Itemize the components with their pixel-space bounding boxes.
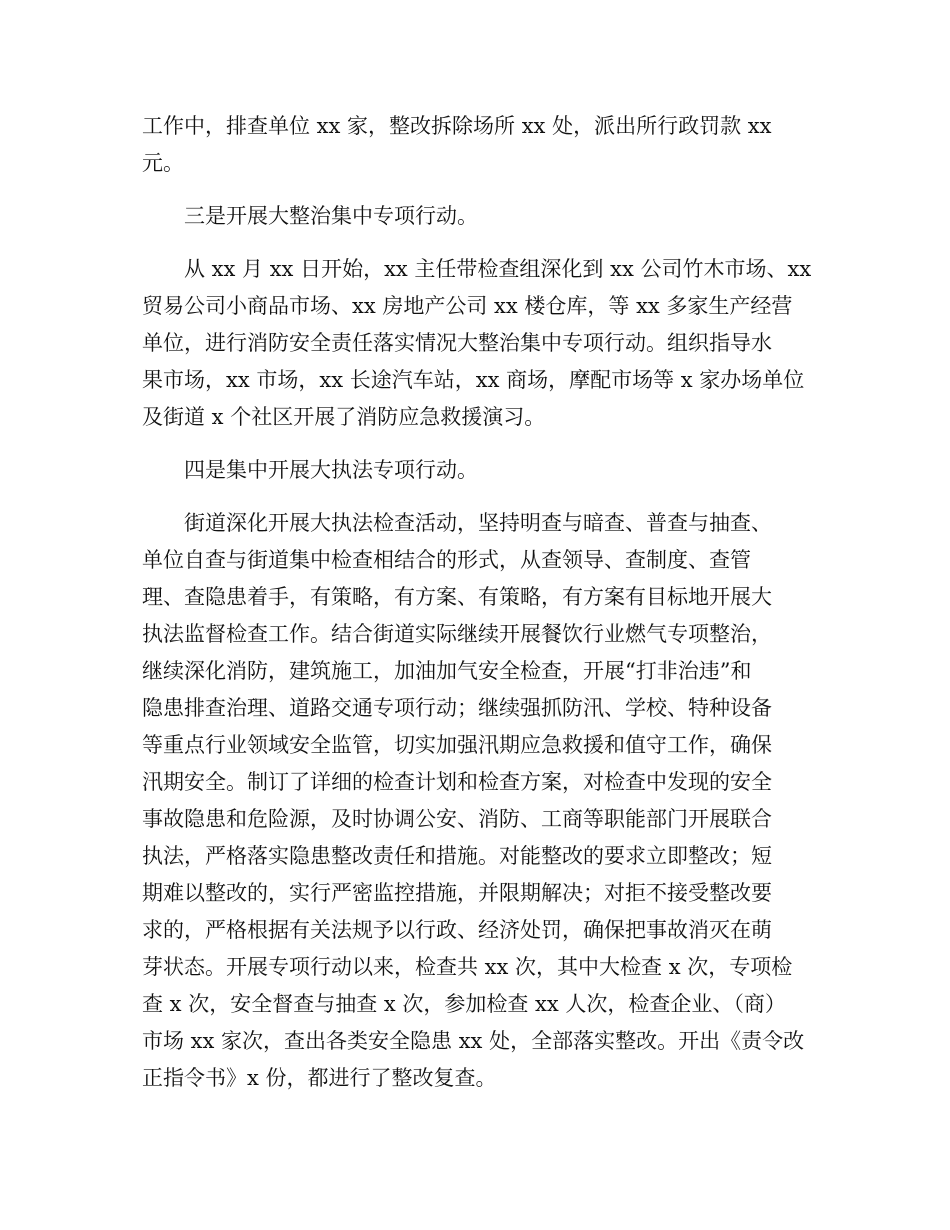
- text-line: 期难以整改的，实行严密监控措施，并限期解决；对拒不接受整改要: [142, 881, 772, 905]
- text-line: 单位自查与街道集中检查相结合的形式，从查领导、查制度、查管: [142, 548, 751, 572]
- text-line: 事故隐患和危险源，及时协调公安、消防、工商等职能部门开展联合: [142, 807, 772, 831]
- paragraph: [142, 452, 814, 489]
- text-line: 元。: [142, 151, 184, 175]
- text-line: 执法，严格落实隐患整改责任和措施。对能整改的要求立即整改；短: [142, 844, 772, 868]
- text-line: 及街道 x 个社区开展了消防应急救援演习。: [142, 405, 546, 429]
- text-line: 市场 xx 家次，查出各类安全隐患 xx 处，全部落实整改。开出《责令改: [142, 1029, 805, 1053]
- text-line: 等重点行业领域安全监管，切实加强汛期应急救援和值守工作，确保: [142, 733, 772, 757]
- text-line: 单位，进行消防安全责任落实情况大整治集中专项行动。组织指导水: [142, 331, 772, 355]
- text-line: 查 x 次，安全督查与抽查 x 次，参加检查 xx 人次，检查企业、（商）: [142, 992, 786, 1016]
- paragraph: [142, 505, 814, 1097]
- text-line: 四是集中开展大执法专项行动。: [184, 458, 478, 482]
- text-line: 汛期安全。制订了详细的检查计划和检查方案，对检查中发现的安全: [142, 770, 772, 794]
- text-line: 街道深化开展大执法检查活动，坚持明查与暗查、普查与抽查、: [184, 511, 772, 535]
- text-line: 贸易公司小商品市场、xx 房地产公司 xx 楼仓库，等 xx 多家生产经营: [142, 294, 793, 318]
- text-line: 执法监督检查工作。结合街道实际继续开展餐饮行业燃气专项整治，: [142, 622, 772, 646]
- text-line: 从 xx 月 xx 日开始，xx 主任带检查组深化到 xx 公司竹木市场、xx: [184, 257, 812, 281]
- paragraph: [142, 251, 814, 436]
- text-line: 三是开展大整治集中专项行动。: [184, 204, 478, 228]
- text-line: 继续深化消防，建筑施工，加油加气安全检查，开展“打非治违”和: [142, 659, 752, 683]
- paragraph: [142, 198, 814, 235]
- text-line: 芽状态。开展专项行动以来，检查共 xx 次，其中大检查 x 次，专项检: [142, 955, 793, 979]
- text-line: 求的，严格根据有关法规予以行政、经济处罚，确保把事故消灭在萌: [142, 918, 772, 942]
- document-body: [142, 108, 814, 1097]
- paragraph: [142, 108, 814, 182]
- text-line: 隐患排查治理、道路交通专项行动；继续强抓防汛、学校、特种设备: [142, 696, 772, 720]
- text-line: 理、查隐患着手，有策略，有方案、有策略，有方案有目标地开展大: [142, 585, 772, 609]
- text-line: 果市场，xx 市场，xx 长途汽车站，xx 商场，摩配市场等 x 家办场单位: [142, 368, 805, 392]
- text-line: 工作中，排查单位 xx 家，整改拆除场所 xx 处，派出所行政罚款 xx: [142, 114, 772, 138]
- text-line: 正指令书》x 份，都进行了整改复查。: [142, 1066, 497, 1090]
